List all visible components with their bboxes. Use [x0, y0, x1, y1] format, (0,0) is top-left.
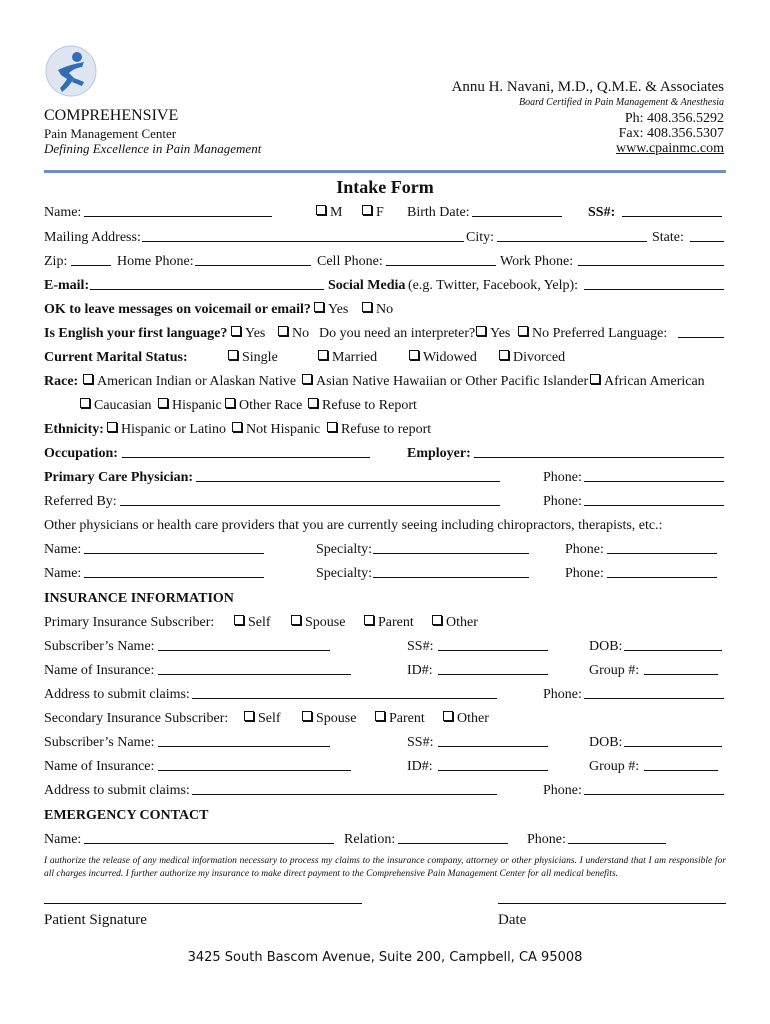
- practice-website-link[interactable]: www.cpainmc.com: [616, 141, 724, 156]
- subscriber-dob-field[interactable]: [624, 637, 722, 658]
- gender-m-option[interactable]: M: [316, 203, 342, 223]
- physician-phone-label: Phone:: [565, 566, 604, 581]
- row-emergency-heading: [44, 806, 726, 826]
- patient-signature-field[interactable]: [44, 902, 362, 904]
- insurance-group-field[interactable]: [644, 661, 718, 682]
- checkbox-icon[interactable]: [228, 350, 238, 360]
- subscriber-ss-field[interactable]: [438, 637, 548, 658]
- subscriber-name-field[interactable]: [158, 637, 330, 658]
- gender-f-option[interactable]: F: [362, 203, 384, 223]
- insurance-group-label: Group #:: [589, 663, 640, 678]
- insurance-name-field[interactable]: [158, 661, 351, 682]
- checkbox-icon[interactable]: [158, 398, 168, 408]
- row-other-physician-1: [44, 540, 726, 560]
- subscriber-ss-field[interactable]: [438, 733, 548, 754]
- primary-spouse[interactable]: Spouse: [291, 613, 345, 633]
- checkbox-icon[interactable]: [83, 374, 93, 384]
- marital-married[interactable]: Married: [318, 348, 377, 368]
- race-hispanic[interactable]: Hispanic: [158, 396, 222, 416]
- emergency-name-label: Name:: [44, 832, 82, 847]
- row-mailing: [44, 228, 726, 248]
- checkbox-icon[interactable]: [308, 398, 318, 408]
- checkbox-icon[interactable]: [244, 711, 254, 721]
- row-insurance-heading: [44, 589, 726, 609]
- checkbox-icon[interactable]: [364, 615, 374, 625]
- interpreter-label: Do you need an interpreter?: [319, 326, 476, 341]
- email-field[interactable]: [90, 276, 324, 297]
- tagline: Defining Excellence in Pain Management: [44, 141, 262, 156]
- subscriber-name-label: Subscriber’s Name:: [44, 735, 155, 750]
- checkbox-icon[interactable]: [409, 350, 419, 360]
- physician-phone-field[interactable]: [607, 564, 717, 585]
- row-primary-insurance-name: [44, 661, 726, 681]
- checkbox-icon[interactable]: [443, 711, 453, 721]
- checkbox-icon[interactable]: [302, 374, 312, 384]
- city-field[interactable]: [497, 228, 647, 249]
- occupation-label: Occupation:: [44, 446, 118, 461]
- row-occupation: [44, 444, 726, 464]
- checkbox-icon[interactable]: [476, 326, 486, 336]
- physician-name-field[interactable]: [84, 540, 264, 561]
- physician-name-field[interactable]: [84, 564, 264, 585]
- center-subtitle: Pain Management Center: [44, 126, 177, 141]
- pcp-field[interactable]: [196, 468, 500, 489]
- subscriber-name-field[interactable]: [158, 733, 330, 754]
- mailing-address-label: Mailing Address:: [44, 230, 141, 245]
- ethnicity-not-hispanic[interactable]: Not Hispanic: [232, 420, 320, 440]
- social-media-label: Social Media: [328, 278, 406, 293]
- marital-widowed[interactable]: Widowed: [409, 348, 477, 368]
- checkbox-icon[interactable]: [80, 398, 90, 408]
- claims-address-field[interactable]: [192, 685, 497, 706]
- date-label: Date: [498, 912, 527, 928]
- ethnicity-hispanic[interactable]: Hispanic or Latino: [107, 420, 226, 440]
- subscriber-ss-label: SS#:: [407, 735, 434, 750]
- primary-subscriber-label: Primary Insurance Subscriber:: [44, 615, 215, 630]
- insurance-heading: INSURANCE INFORMATION: [44, 591, 234, 606]
- emergency-contact-heading: EMERGENCY CONTACT: [44, 808, 209, 823]
- physician-phone-field[interactable]: [607, 540, 717, 561]
- patient-signature-label: Patient Signature: [44, 912, 147, 928]
- physician-name-label: Name:: [44, 566, 82, 581]
- checkbox-icon[interactable]: [314, 302, 324, 312]
- cell-phone-label: Cell Phone:: [317, 254, 383, 269]
- emergency-phone-label: Phone:: [527, 832, 566, 847]
- subscriber-name-label: Subscriber’s Name:: [44, 639, 155, 654]
- english-first-label: Is English your first language?: [44, 326, 228, 341]
- name-field[interactable]: [84, 203, 272, 224]
- pcp-phone-label: Phone:: [543, 470, 582, 485]
- checkbox-icon[interactable]: [327, 422, 337, 432]
- referred-phone-field[interactable]: [584, 492, 724, 513]
- insurance-name-field[interactable]: [158, 757, 351, 778]
- interpreter-yes[interactable]: Yes: [476, 324, 510, 344]
- checkbox-icon[interactable]: [278, 326, 288, 336]
- form-title: Intake Form: [336, 177, 434, 197]
- insurance-group-field[interactable]: [644, 757, 718, 778]
- cell-phone-field[interactable]: [386, 252, 496, 273]
- row-other-physicians: [44, 516, 726, 536]
- emergency-relation-field[interactable]: [398, 830, 508, 851]
- row-ethnicity: [44, 420, 726, 440]
- checkbox-icon[interactable]: [302, 711, 312, 721]
- english-no[interactable]: No: [278, 324, 309, 344]
- marital-divorced[interactable]: Divorced: [499, 348, 565, 368]
- row-phones: [44, 252, 726, 272]
- row-primary-subscriber: [44, 613, 726, 633]
- claims-address-label: Address to submit claims:: [44, 783, 190, 798]
- name-label: Name:: [44, 205, 82, 220]
- home-phone-label: Home Phone:: [117, 254, 194, 269]
- checkbox-icon[interactable]: [499, 350, 509, 360]
- row-other-physician-2: [44, 564, 726, 584]
- insurance-group-label: Group #:: [589, 759, 640, 774]
- row-primary-subscriber-name: [44, 637, 726, 657]
- city-label: City:: [466, 230, 495, 245]
- mailing-address-field[interactable]: [142, 228, 464, 249]
- referred-phone-label: Phone:: [543, 494, 582, 509]
- ethnicity-label: Ethnicity:: [44, 422, 104, 437]
- home-phone-field[interactable]: [195, 252, 311, 273]
- referred-by-field[interactable]: [120, 492, 500, 513]
- practice-name: Annu H. Navani, M.D., Q.M.E. & Associates: [451, 79, 724, 95]
- date-field[interactable]: [498, 902, 726, 904]
- row-secondary-insurance-name: [44, 757, 726, 777]
- social-media-hint: (e.g. Twitter, Facebook, Yelp):: [408, 278, 579, 293]
- secondary-parent[interactable]: Parent: [375, 709, 425, 729]
- center-title: COMPREHENSIVE: [44, 107, 179, 124]
- primary-other[interactable]: Other: [432, 613, 478, 633]
- row-race-2: [44, 396, 726, 416]
- marital-status-label: Current Marital Status:: [44, 350, 188, 365]
- emergency-relation-label: Relation:: [344, 832, 396, 847]
- row-english: [44, 324, 726, 344]
- zip-label: Zip:: [44, 254, 68, 269]
- subscriber-dob-label: DOB:: [589, 639, 623, 654]
- leave-messages-no[interactable]: No: [362, 300, 393, 320]
- row-secondary-subscriber: [44, 709, 726, 729]
- row-secondary-claims-address: [44, 781, 726, 801]
- specialty-label: Specialty:: [316, 542, 372, 557]
- employer-label: Employer:: [407, 446, 471, 461]
- insurance-id-label: ID#:: [407, 759, 433, 774]
- subscriber-dob-label: DOB:: [589, 735, 623, 750]
- pcp-phone-field[interactable]: [584, 468, 724, 489]
- row-referred: [44, 492, 726, 512]
- secondary-self[interactable]: Self: [244, 709, 281, 729]
- marital-single[interactable]: Single: [228, 348, 278, 368]
- checkbox-icon[interactable]: [590, 374, 600, 384]
- footer-address: 3425 South Bascom Avenue, Suite 200, Campbell, CA 95008: [187, 950, 583, 965]
- claims-address-field[interactable]: [192, 781, 497, 802]
- row-race: [44, 372, 726, 392]
- claims-phone-field[interactable]: [584, 685, 724, 706]
- occupation-field[interactable]: [122, 444, 370, 465]
- checkbox-icon[interactable]: [291, 615, 301, 625]
- emergency-name-field[interactable]: [84, 830, 334, 851]
- race-asian[interactable]: Asian Native Hawaiian or Other Pacific Islander: [302, 372, 588, 392]
- birth-date-label: Birth Date:: [407, 205, 470, 220]
- zip-field[interactable]: [71, 252, 111, 273]
- leave-messages-yes[interactable]: Yes: [314, 300, 348, 320]
- checkbox-icon[interactable]: [234, 615, 244, 625]
- checkbox-icon[interactable]: [375, 711, 385, 721]
- insurance-id-label: ID#:: [407, 663, 433, 678]
- insurance-name-label: Name of Insurance:: [44, 663, 155, 678]
- checkbox-icon[interactable]: [231, 326, 241, 336]
- checkbox-icon[interactable]: [318, 350, 328, 360]
- birth-date-field[interactable]: [472, 203, 562, 224]
- work-phone-field[interactable]: [578, 252, 724, 273]
- specialty-label: Specialty:: [316, 566, 372, 581]
- checkbox-icon[interactable]: [107, 422, 117, 432]
- subscriber-dob-field[interactable]: [624, 733, 722, 754]
- row-pcp: [44, 468, 726, 488]
- race-african-american[interactable]: African American: [590, 372, 705, 392]
- primary-self[interactable]: Self: [234, 613, 271, 633]
- secondary-other[interactable]: Other: [443, 709, 489, 729]
- checkbox-icon[interactable]: [362, 302, 372, 312]
- insurance-name-label: Name of Insurance:: [44, 759, 155, 774]
- physician-name-label: Name:: [44, 542, 82, 557]
- row-secondary-subscriber-name: [44, 733, 726, 753]
- secondary-subscriber-label: Secondary Insurance Subscriber:: [44, 711, 229, 726]
- race-other[interactable]: Other Race: [225, 396, 302, 416]
- social-media-field[interactable]: [584, 276, 724, 297]
- emergency-phone-field[interactable]: [568, 830, 666, 851]
- row-name: [44, 203, 726, 223]
- insurance-id-field[interactable]: [438, 661, 548, 682]
- pcp-label: Primary Care Physician:: [44, 470, 194, 485]
- subscriber-ss-label: SS#:: [407, 639, 434, 654]
- checkbox-icon[interactable]: [232, 422, 242, 432]
- authorization-statement: I authorize the release of any medical information necessary to process my claims to the insurance company, attorney or other physicians. I understand that I am responsible for all charges incurred. I further authorize my insurance to make direct payment to the Comprehensive Pain Management Center for all medical benefits.: [44, 856, 726, 879]
- ss-label: SS#:: [588, 205, 616, 220]
- race-label: Race:: [44, 374, 79, 389]
- ss-field[interactable]: [622, 203, 722, 224]
- checkbox-icon[interactable]: [432, 615, 442, 625]
- practice-phone: Ph: 408.356.5292: [624, 111, 724, 126]
- checkbox-icon[interactable]: [316, 205, 326, 215]
- state-label: State:: [652, 230, 684, 245]
- ethnicity-refuse[interactable]: Refuse to report: [327, 420, 431, 440]
- claims-phone-field[interactable]: [584, 781, 724, 802]
- email-label: E-mail:: [44, 278, 90, 293]
- preferred-language-field[interactable]: [678, 324, 724, 345]
- physician-phone-label: Phone:: [565, 542, 604, 557]
- race-caucasian[interactable]: Caucasian: [80, 396, 152, 416]
- race-refuse[interactable]: Refuse to Report: [308, 396, 417, 416]
- no-preferred-language[interactable]: No Preferred Language:: [518, 324, 667, 344]
- logo-icon: [44, 44, 98, 98]
- claims-phone-label: Phone:: [543, 783, 582, 798]
- header-divider: [44, 170, 726, 173]
- row-emergency-contact: [44, 830, 726, 850]
- secondary-spouse[interactable]: Spouse: [302, 709, 356, 729]
- row-marital: [44, 348, 726, 368]
- employer-field[interactable]: [474, 444, 724, 465]
- english-yes[interactable]: Yes: [231, 324, 265, 344]
- checkbox-icon[interactable]: [518, 326, 528, 336]
- specialty-field[interactable]: [373, 540, 529, 561]
- specialty-field[interactable]: [373, 564, 529, 585]
- checkbox-icon[interactable]: [362, 205, 372, 215]
- insurance-id-field[interactable]: [438, 757, 548, 778]
- practice-fax: Fax: 408.356.5307: [618, 126, 724, 141]
- other-physicians-label: Other physicians or health care providers that you are currently seeing including chiropractors, therapists, etc.:: [44, 518, 663, 533]
- work-phone-label: Work Phone:: [500, 254, 574, 269]
- row-leave-messages: [44, 300, 726, 320]
- claims-phone-label: Phone:: [543, 687, 582, 702]
- row-primary-claims-address: [44, 685, 726, 705]
- claims-address-label: Address to submit claims:: [44, 687, 190, 702]
- board-certified-text: Board Certified in Pain Management & Anesthesia: [519, 97, 724, 108]
- row-email: [44, 276, 726, 296]
- checkbox-icon[interactable]: [225, 398, 235, 408]
- primary-parent[interactable]: Parent: [364, 613, 414, 633]
- race-american-indian[interactable]: American Indian or Alaskan Native: [83, 372, 296, 392]
- state-field[interactable]: [690, 228, 724, 249]
- leave-messages-label: OK to leave messages on voicemail or email?: [44, 302, 311, 317]
- referred-by-label: Referred By:: [44, 494, 117, 509]
